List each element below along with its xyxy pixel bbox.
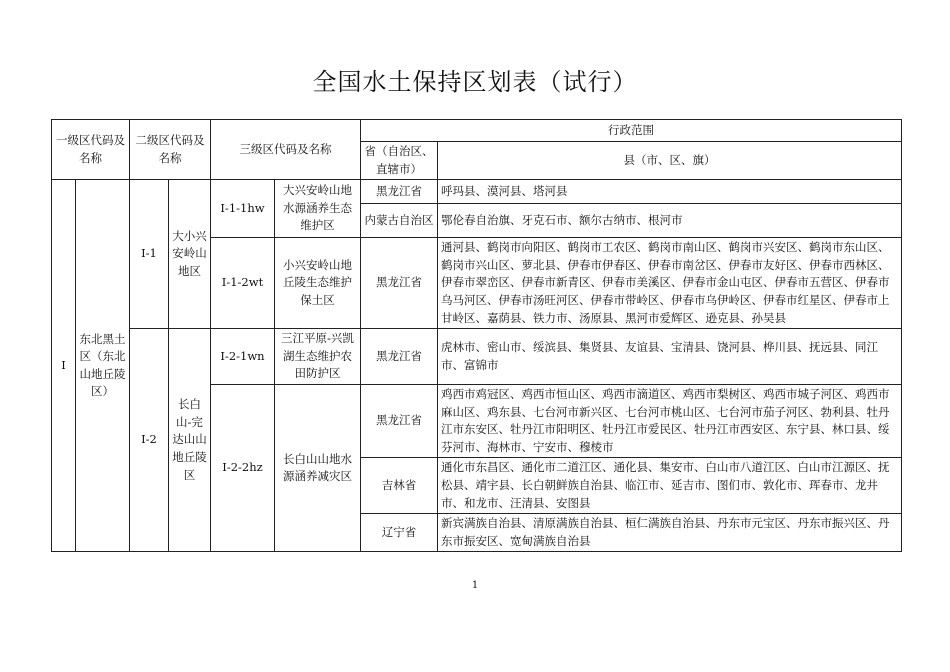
province-cell: 黑龙江省 xyxy=(361,329,438,385)
county-cell: 鄂伦春自治旗、牙克石市、额尔古纳市、根河市 xyxy=(438,204,902,238)
county-cell: 通化市东昌区、通化市二道江区、通化县、集安市、白山市八道江区、白山市江源区、抚松县、靖宇县、长白朝鲜族自治县、临江市、延吉市、图们市、敦化市、珲春市、龙井市、和龙市、汪清县、安图县 xyxy=(438,458,902,514)
header-level1: 一级区代码及名称 xyxy=(52,120,130,180)
county-cell: 呼玛县、漠河县、塔河县 xyxy=(438,180,902,204)
county-cell: 新宾满族自治县、清原满族自治县、桓仁满族自治县、丹东市元宝区、丹东市振兴区、丹东市振安区、宽甸满族自治县 xyxy=(438,514,902,552)
header-province: 省（自治区、直辖市） xyxy=(361,142,438,180)
page-number: 1 xyxy=(471,580,479,591)
page-title: 全国水土保持区划表（试行） xyxy=(312,68,638,96)
level2-code: Ⅰ-1 xyxy=(130,180,169,329)
province-cell: 黑龙江省 xyxy=(361,384,438,457)
province-cell: 内蒙古自治区 xyxy=(361,204,438,238)
level3-code: Ⅰ-2-2hz xyxy=(211,384,275,551)
level1-code: Ⅰ xyxy=(52,180,76,552)
level2-name: 大小兴安岭山地区 xyxy=(169,180,211,329)
level3-name: 小兴安岭山地丘陵生态维护保土区 xyxy=(275,238,361,329)
level3-code: Ⅰ-1-1hw xyxy=(211,180,275,238)
level3-name: 大兴安岭山地水源涵养生态维护区 xyxy=(275,180,361,238)
province-cell: 黑龙江省 xyxy=(361,180,438,204)
header-level3: 三级区代码及名称 xyxy=(211,120,361,180)
zoning-table xyxy=(51,119,902,552)
level3-name: 三江平原-兴凯湖生态维护农田防护区 xyxy=(275,329,361,385)
header-county: 县（市、区、旗） xyxy=(438,142,902,180)
header-admin: 行政范围 xyxy=(361,120,902,142)
county-cell: 通河县、鹤岗市向阳区、鹤岗市工农区、鹤岗市南山区、鹤岗市兴安区、鹤岗市东山区、鹤岗市兴山区、萝北县、伊春市伊春区、伊春市南岔区、伊春市友好区、伊春市西林区、伊春市翠峦区、伊春市新青区、伊春市美溪区、伊春市金山屯区、伊春市五营区、伊春市乌马河区、伊春市汤旺河区、伊春市带岭区、伊春市乌伊岭区、伊春市红星区、伊春市上甘岭区、嘉荫县、铁力市、汤原县、黑河市爱辉区、逊克县、孙吴县 xyxy=(438,238,902,329)
county-cell: 虎林市、密山市、绥滨县、集贤县、友谊县、宝清县、饶河县、桦川县、抚远县、同江市、富锦市 xyxy=(438,329,902,385)
level2-code: Ⅰ-2 xyxy=(130,329,169,552)
province-cell: 吉林省 xyxy=(361,458,438,514)
province-cell: 黑龙江省 xyxy=(361,238,438,329)
level3-name: 长白山山地水源涵养减灾区 xyxy=(275,384,361,551)
province-cell: 辽宁省 xyxy=(361,514,438,552)
level3-code: Ⅰ-1-2wt xyxy=(211,238,275,329)
level1-name: 东北黑土区（东北山地丘陵区） xyxy=(76,180,130,552)
header-level2: 二级区代码及名称 xyxy=(130,120,211,180)
county-cell: 鸡西市鸡冠区、鸡西市恒山区、鸡西市滴道区、鸡西市梨树区、鸡西市城子河区、鸡西市麻山区、鸡东县、七台河市新兴区、七台河市桃山区、七台河市茄子河区、勃利县、牡丹江市东安区、牡丹江市阳明区、牡丹江市爱民区、牡丹江市西安区、东宁县、林口县、绥芬河市、海林市、宁安市、穆棱市 xyxy=(438,384,902,457)
level2-name: 长白山-完达山山地丘陵区 xyxy=(169,329,211,552)
level3-code: Ⅰ-2-1wn xyxy=(211,329,275,385)
